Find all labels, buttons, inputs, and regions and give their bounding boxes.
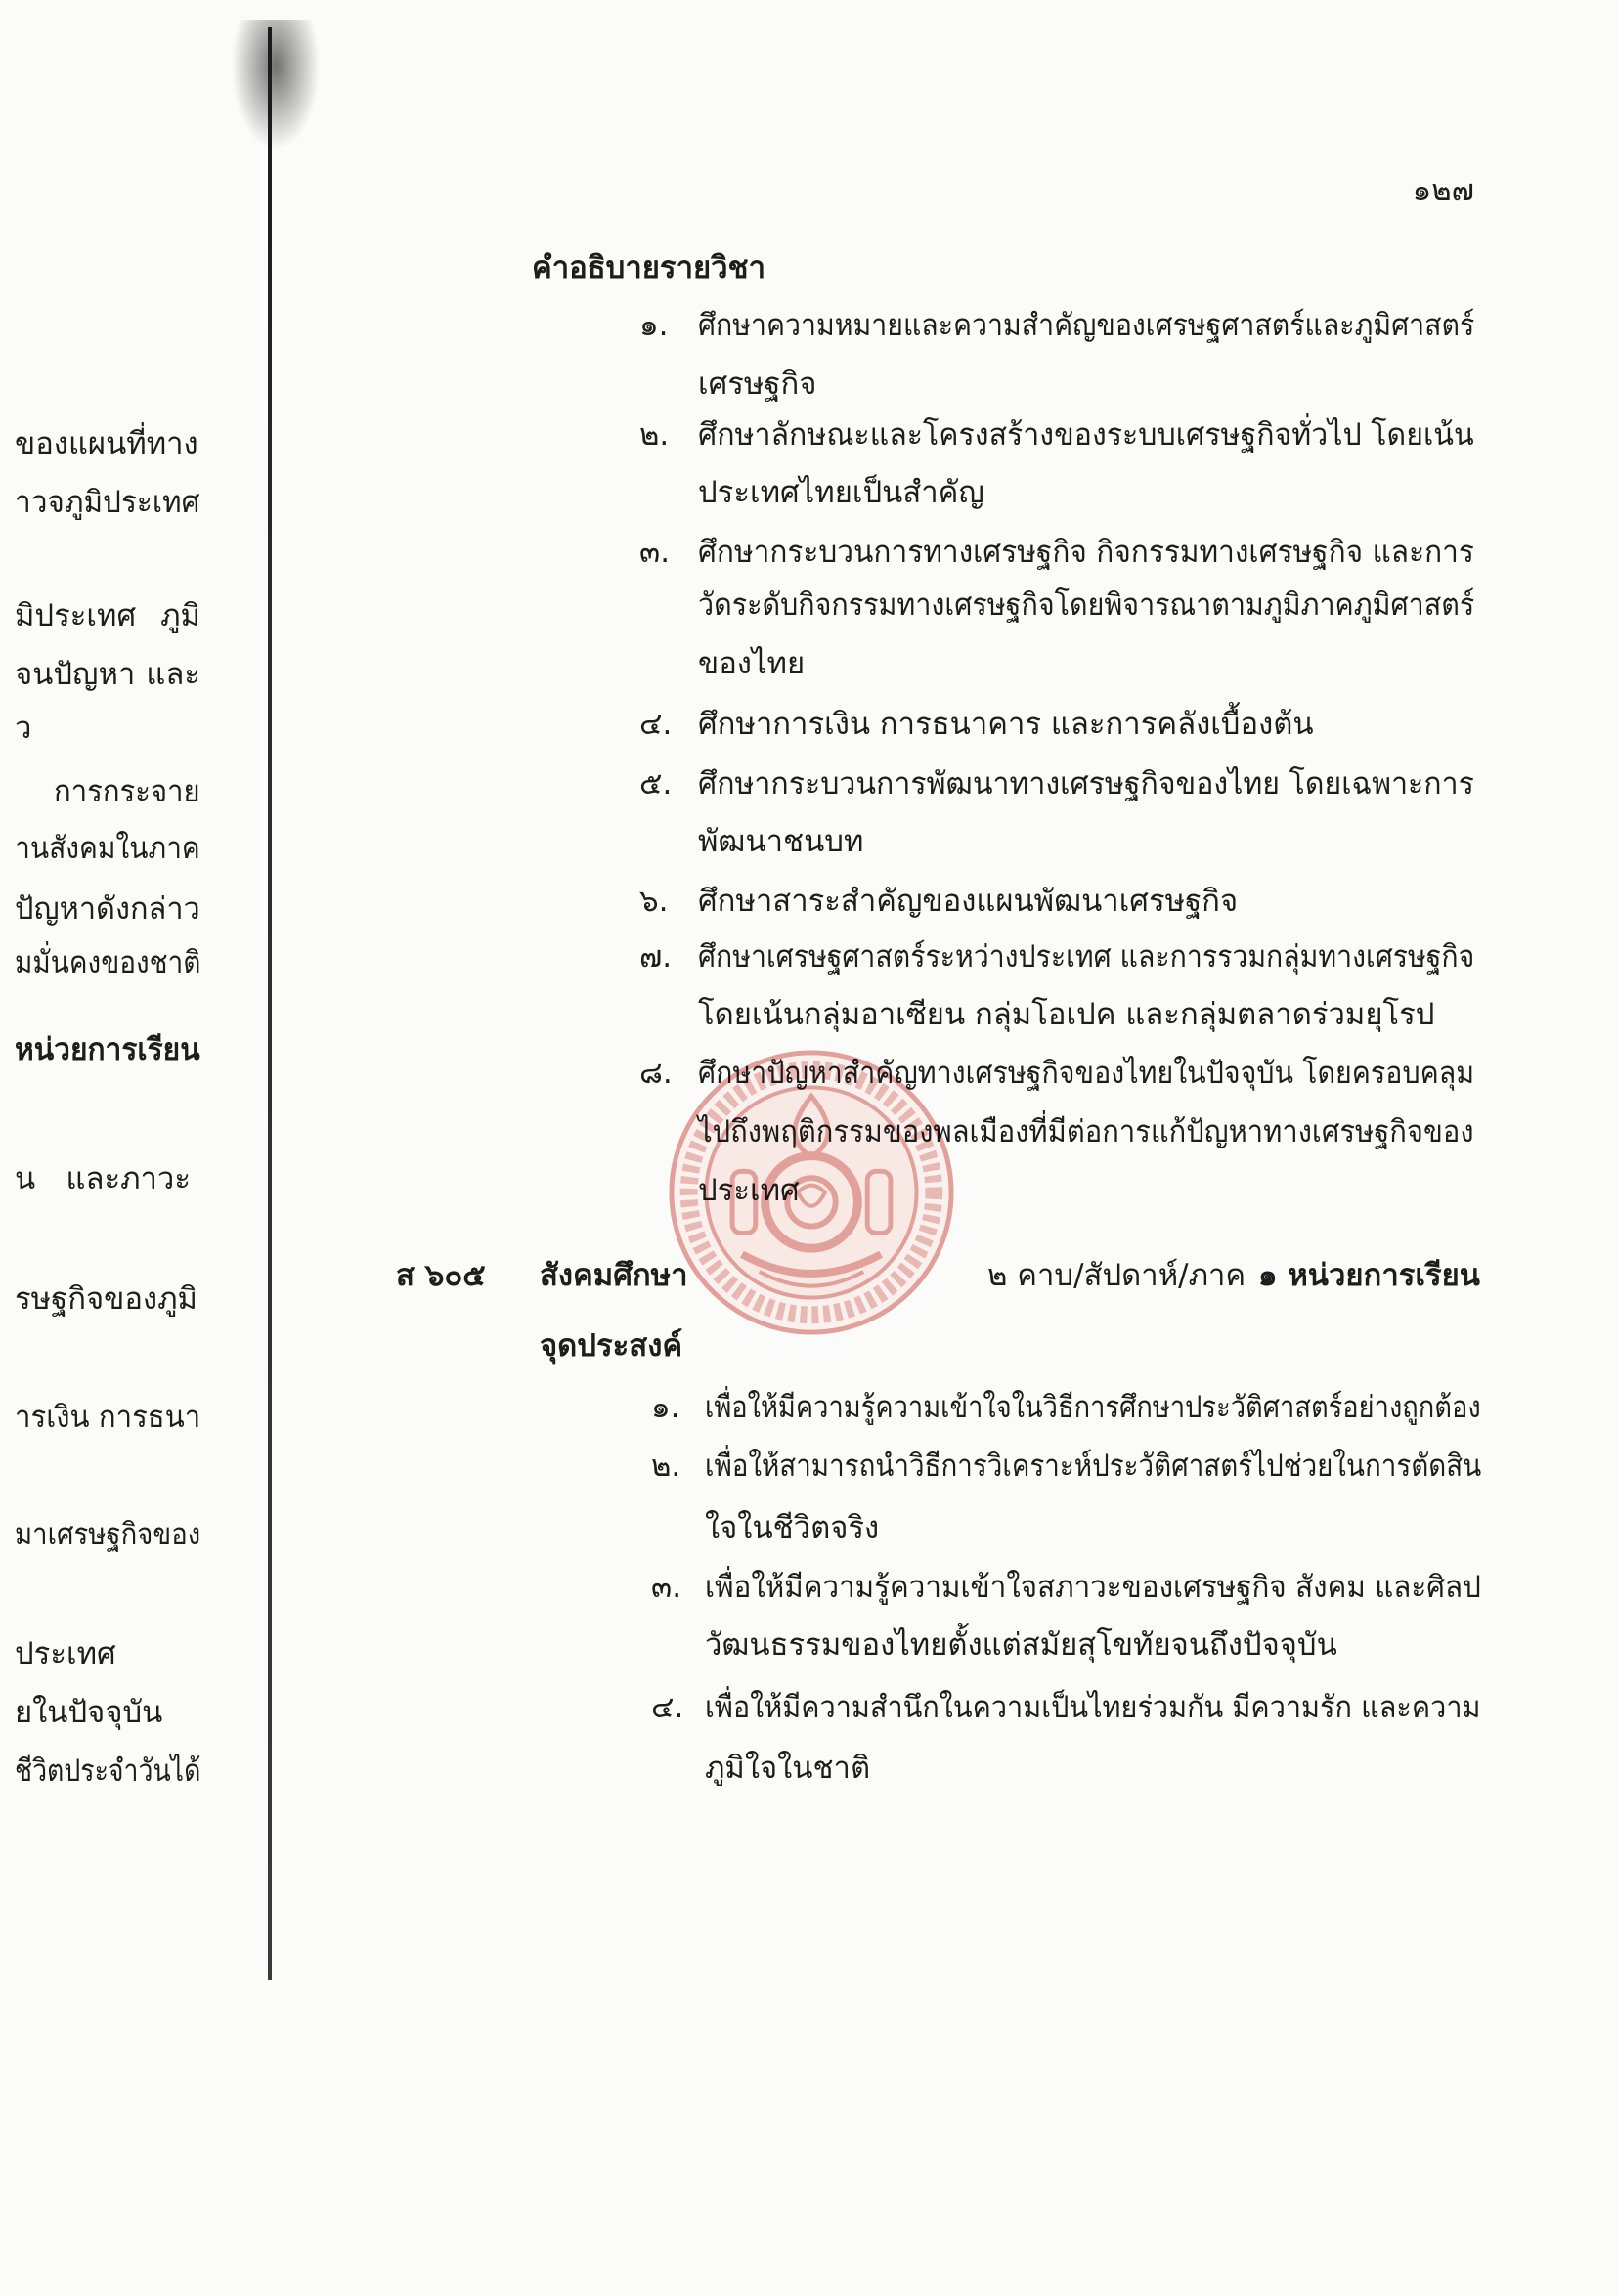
item-text-line: ศึกษาความหมายและความสำคัญของเศรษฐศาสตร์และภูมิศาสตร์ [698,308,1475,343]
description-item [639,703,1480,746]
left-page-fragment: หน่วยการเรียน [15,1032,200,1067]
item-number: ๑. [639,308,669,343]
course-name: สังคมศึกษา [540,1258,688,1293]
item-text-line: ของไทย [698,646,806,681]
item-number: ๗. [639,939,673,975]
objective-item [651,1386,1492,1429]
description-item [639,880,1480,923]
left-page-fragment: ชีวิตประจำวันได้ [15,1754,201,1789]
left-page-fragment: น และภาวะ [15,1161,191,1196]
item-text-line: ประเทศ [698,1173,800,1208]
item-text-line: เพื่อให้มีความรู้ความเข้าใจสภาวะของเศรษฐกิจ สังคม และศิลป [705,1570,1481,1605]
description-item [639,1052,1480,1208]
left-page-fragment: มาเศรษฐกิจของ [15,1517,201,1552]
left-page-fragment: ประเทศ [15,1636,116,1671]
objective-item [651,1445,1492,1545]
item-text-line: ศึกษาเศรษฐศาสตร์ระหว่างประเทศ และการรวมกลุ่มทางเศรษฐกิจ [698,939,1475,975]
item-text-line: เพื่อให้มีความรู้ความเข้าใจในวิธีการศึกษาประวัติศาสตร์อย่างถูกต้อง [705,1390,1481,1425]
item-number: ๒. [639,417,670,453]
course-periods: ๒ คาบ/สัปดาห์/ภาค [987,1258,1246,1293]
item-text-line: ศึกษาปัญหาสำคัญทางเศรษฐกิจของไทยในปัจจุบัน โดยครอบคลุม [698,1056,1475,1091]
item-number: ๒. [651,1449,681,1484]
description-item [639,304,1480,402]
item-text-line: ศึกษาสาระสำคัญของแผนพัฒนาเศรษฐกิจ [698,884,1239,919]
left-page-fragment: าวจภูมิประเทศ [15,485,200,520]
page-number: ๑๒๗ [1412,173,1474,208]
left-page-fragment: ของแผนที่ทาง [15,426,198,461]
left-page-fragment: านสังคมในภาค [15,831,200,866]
objective-item [651,1566,1492,1663]
left-page-fragment: รษฐกิจของภูมิ [15,1281,197,1317]
left-page-fragment: มมั่นคงของชาติ [15,945,201,980]
item-text-line: ศึกษากระบวนการพัฒนาทางเศรษฐกิจของไทย โดยเฉพาะการ [698,766,1474,801]
item-text-line: เศรษฐกิจ [698,367,817,402]
item-text-line: วัฒนธรรมของไทยตั้งแต่สมัยสุโขทัยจนถึงปัจจุบัน [705,1627,1337,1663]
item-number: ๑. [651,1390,680,1425]
description-item [639,531,1480,681]
item-number: ๓. [651,1570,682,1605]
binding-shadow [223,20,340,205]
item-text-line: ใจในชีวิตจริง [705,1510,880,1545]
left-page-fragment: จนปัญหา และ [15,657,200,692]
course-credits: ๑ หน่วยการเรียน [1257,1258,1480,1293]
description-item [639,762,1480,859]
left-page-fragment: ว [15,711,32,746]
item-text-line: ภูมิใจในชาติ [705,1751,871,1786]
left-page-fragment: การกระจาย [54,774,200,809]
section-heading: จุดประสงค์ [540,1328,683,1364]
objective-item [651,1686,1492,1786]
item-number: ๔. [639,707,673,742]
left-page-fragment: มิประเทศ ภูมิ [15,598,200,633]
item-text-line: ศึกษาลักษณะและโครงสร้างของระบบเศรษฐกิจทั่วไป โดยเน้น [698,417,1474,453]
course-code: ส ๖๐๕ [396,1258,486,1293]
item-number: ๕. [639,766,673,801]
item-text-line: ศึกษาการเงิน การธนาคาร และการคลังเบื้องต้น [698,707,1314,742]
item-text-line: วัดระดับกิจกรรมทางเศรษฐกิจโดยพิจารณาตามภูมิภาคภูมิศาสตร์ [698,587,1475,623]
item-text-line: ไปถึงพฤติกรรมของพลเมืองที่มีต่อการแก้ปัญหาทางเศรษฐกิจของ [698,1114,1474,1149]
item-text-line: เพื่อให้มีความสำนึกในความเป็นไทยร่วมกัน มีความรัก และความ [705,1690,1481,1725]
item-text-line: โดยเน้นกลุ่มอาเซียน กลุ่มโอเปค และกลุ่มตลาดร่วมยุโรป [698,997,1435,1032]
item-number: ๔. [651,1690,684,1725]
left-page-fragment: ยในปัจจุบัน [15,1695,163,1730]
item-text-line: พัฒนาชนบท [698,824,864,859]
item-number: ๓. [639,535,671,570]
item-number: ๖. [639,884,669,919]
description-item [639,935,1480,1032]
left-page-fragment: ปัญหาดังกล่าว [15,891,200,927]
binding-fold-line [268,27,272,1980]
item-number: ๘. [639,1056,673,1091]
section-heading: คำอธิบายรายวิชา [532,250,766,285]
left-page-fragment: ารเงิน การธนา [15,1400,201,1435]
description-item [639,413,1480,510]
item-text-line: ประเทศไทยเป็นสำคัญ [698,475,984,510]
item-text-line: ศึกษากระบวนการทางเศรษฐกิจ กิจกรรมทางเศรษฐกิจ และการ [698,535,1474,570]
item-text-line: เพื่อให้สามารถนำวิธีการวิเคราะห์ประวัติศาสตร์ไปช่วยในการตัดสิน [705,1449,1482,1484]
